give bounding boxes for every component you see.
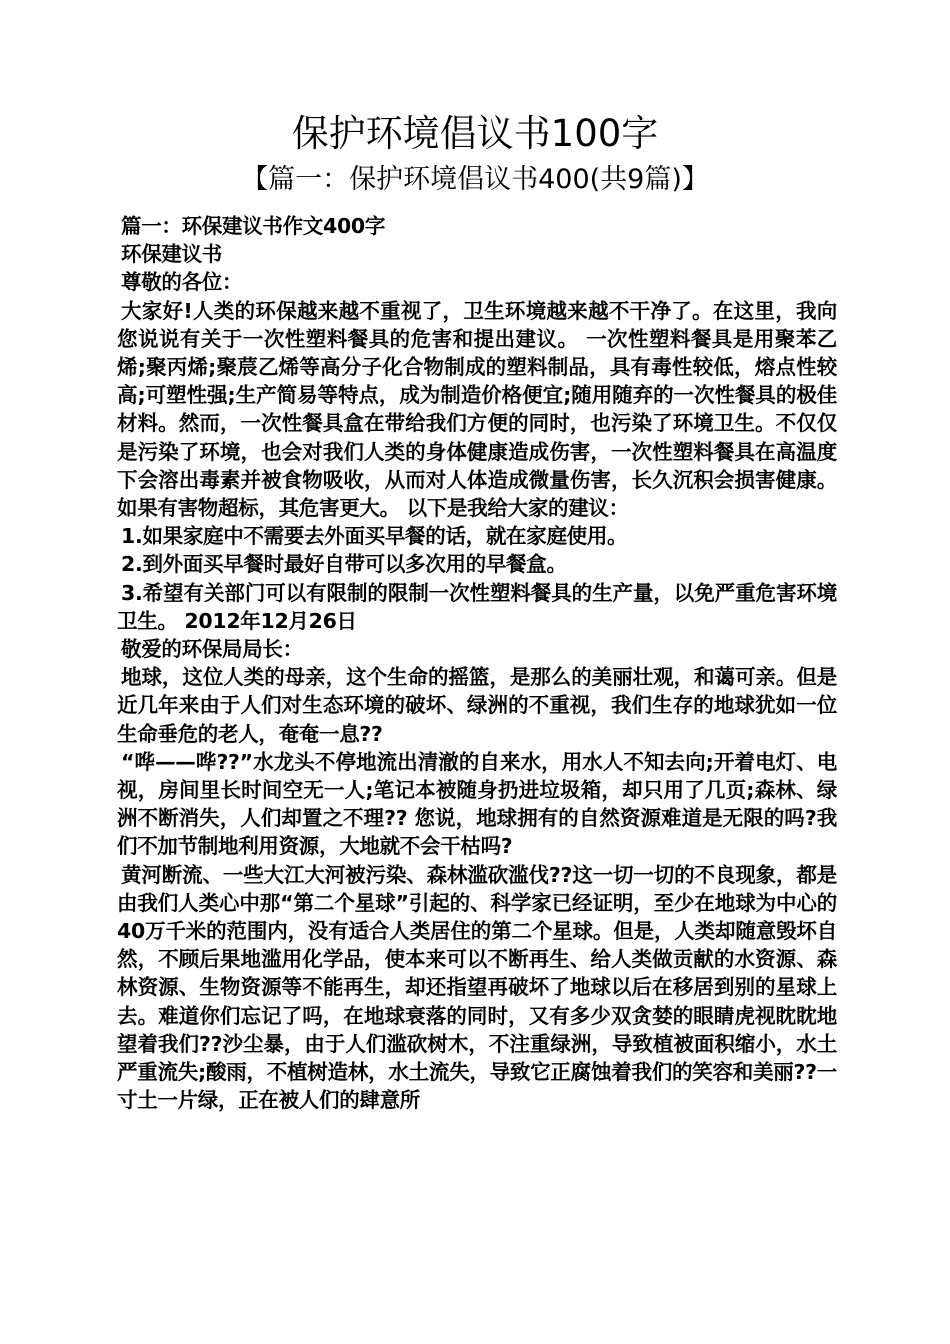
document-title: 保护环境倡议书100字 — [291, 112, 659, 155]
body-paragraph: 地球，这位人类的母亲，这个生命的摇篮，是那么的美丽壮观，和蔼可亲。但是近几年来由于人们对生态环境的破坏、绿洲的不重视，我们生存的地球犹如一位生命垂危的老人，奄奄一息?? — [117, 665, 837, 746]
body-paragraph: “哗——哗??”水龙头不停地流出清澈的自来水，用水人不知去向;开着电灯、电视，房间里长时间空无一人;笔记本被随身扔进垃圾箱，却只用了几页;森林、绿洲不断消失，人们却置之不理?? 您说，地球拥有的自然资源难道是无限的吗?我们不加节制地利用资源，大地就不会干枯吗? — [117, 749, 837, 859]
document-subtitle: 【篇一：保护环境倡议书400(共9篇)】 — [241, 164, 709, 195]
body-paragraph: 大家好!人类的环保越来越不重视了，卫生环境越来越不干净了。在这里，我向您说说有关于一次性塑料餐具的危害和提出建议。 一次性塑料餐具是用聚苯乙烯;聚丙烯;聚莀乙烯等高分子化合物制成的塑料制品，具有毒性较低，熔点性较高;可塑性强;生产简易等特点，成为制造价格便宜;随用随弃的一次性餐具的极佳材料。然而，一次性餐具盒在带给我们方便的同时，也污染了环境卫生。不仅仅是污染了环境，也会对我们人类的身体健康造成伤害，一次性塑料餐具在高温度下会溶出毒素并被食物吸收，从而对人体造成微量伤害，长久沉积会损害健康。如果有害物超标，其危害更大。 以下是我给大家的建议： — [117, 298, 837, 521]
document-body — [117, 212, 837, 1212]
suggestion-item: 1.如果家庭中不需要去外面买早餐的话，就在家庭使用。 — [121, 524, 628, 549]
body-paragraph: 黄河断流、一些大江大河被污染、森林滥砍滥伐??这一切一切的不良现象，都是由我们人类心中那“第二个星球”引起的、科学家已经证明，至少在地球为中心的40万千米的范围内，没有适合人类居住的第二个星球。但是，人类却随意毁坏自然，不顾后果地滥用化学品，使本来可以不断再生、给人类做贡献的水资源、森林资源、生物资源等不能再生，却还指望再破坏了地球以后在移居到别的星球上去。难道你们忘记了吗，在地球衰落的同时，又有多少双贪婪的眼睛虎视眈眈地望着我们??沙尘暴，由于人们滥砍树木，不注重绿洲，导致植被面积缩小，水土严重流失;酸雨，不植树造林，水土流失，导致它正腐蚀着我们的笑容和美丽??一寸土一片绿，正在被人们的肆意所 — [117, 862, 837, 1113]
salutation: 尊敬的各位： — [121, 270, 243, 295]
letter-title: 环保建议书 — [121, 242, 222, 267]
section-heading: 篇一：环保建议书作文400字 — [121, 214, 386, 238]
suggestion-item: 3.希望有关部门可以有限制的限制一次性塑料餐具的生产量，以免严重危害环境卫生。 2012年12月26日 — [117, 580, 837, 633]
salutation: 敬爱的环保局局长： — [121, 637, 303, 662]
suggestion-item: 2.到外面买早餐时最好自带可以多次用的早餐盒。 — [121, 552, 567, 577]
